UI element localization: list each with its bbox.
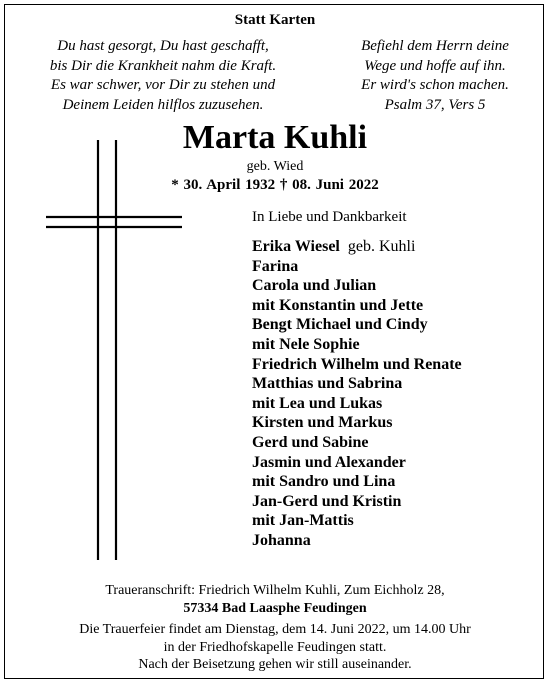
poem-line: Deinem Leiden hilflos zuzusehen. [62,96,264,113]
list-item: mit Konstantin und Jette [252,296,424,314]
list-item: Jan-Gerd und Kristin [252,492,402,510]
list-item: Matthias und Sabrina [252,375,403,393]
family-list [252,237,462,551]
list-item: Carola und Julian [252,277,377,295]
address-city: 57334 Bad Laasphe Feudingen [183,600,367,616]
list-item: mit Lea und Lukas [252,394,383,412]
family-member-name: Erika Wiesel [252,238,340,255]
address-line: Traueranschrift: Friedrich Wilhelm Kuhli, Zum Eichholz 28, [105,583,445,598]
list-item: Friedrich Wilhelm und Renate [252,355,462,373]
family-intro: In Liebe und Dankbarkeit [252,209,407,225]
birth-name: geb. Wied [246,159,304,174]
list-item: mit Sandro und Lina [252,473,396,491]
ceremony-line: Die Trauerfeier findet am Dienstag, dem 14. Juni 2022, um 14.00 Uhr [79,622,471,637]
psalm-line: Er wird's schon machen. [361,77,509,93]
list-item: Jasmin und Alexander [252,453,406,471]
list-item: Kirsten und Markus [252,414,393,432]
list-item: Johanna [252,531,311,549]
ceremony-line: Nach der Beisetzung gehen wir still auseinander. [138,657,412,672]
family-member-note: geb. Kuhli [347,238,416,255]
list-item: mit Jan-Mattis [252,512,354,530]
deceased-name: Marta Kuhli [182,119,368,156]
life-dates: * 30. April 1932 † 08. Juni 2022 [171,177,379,193]
poem-line: Du hast gesorgt, Du hast geschafft, [57,38,269,54]
ceremony-info [0,621,550,674]
poem-line: bis Dir die Krankheit nahm die Kraft. [49,57,277,74]
header-title: Statt Karten [234,12,316,28]
list-item: Gerd und Sabine [252,433,369,451]
list-item: Bengt Michael und Cindy [252,316,428,334]
mourning-address [0,582,550,617]
list-item [252,237,462,257]
list-item: Farina [252,257,299,275]
list-item: mit Nele Sophie [252,335,360,353]
ceremony-line: in der Friedhofskapelle Feudingen statt. [163,639,387,655]
psalm-line: Wege und hoffe auf ihn. [364,57,506,74]
poem-line: Es war schwer, vor Dir zu stehen und [50,77,276,93]
psalm-reference: Psalm 37, Vers 5 [384,96,486,113]
psalm-line: Befiehl dem Herrn deine [361,38,509,54]
